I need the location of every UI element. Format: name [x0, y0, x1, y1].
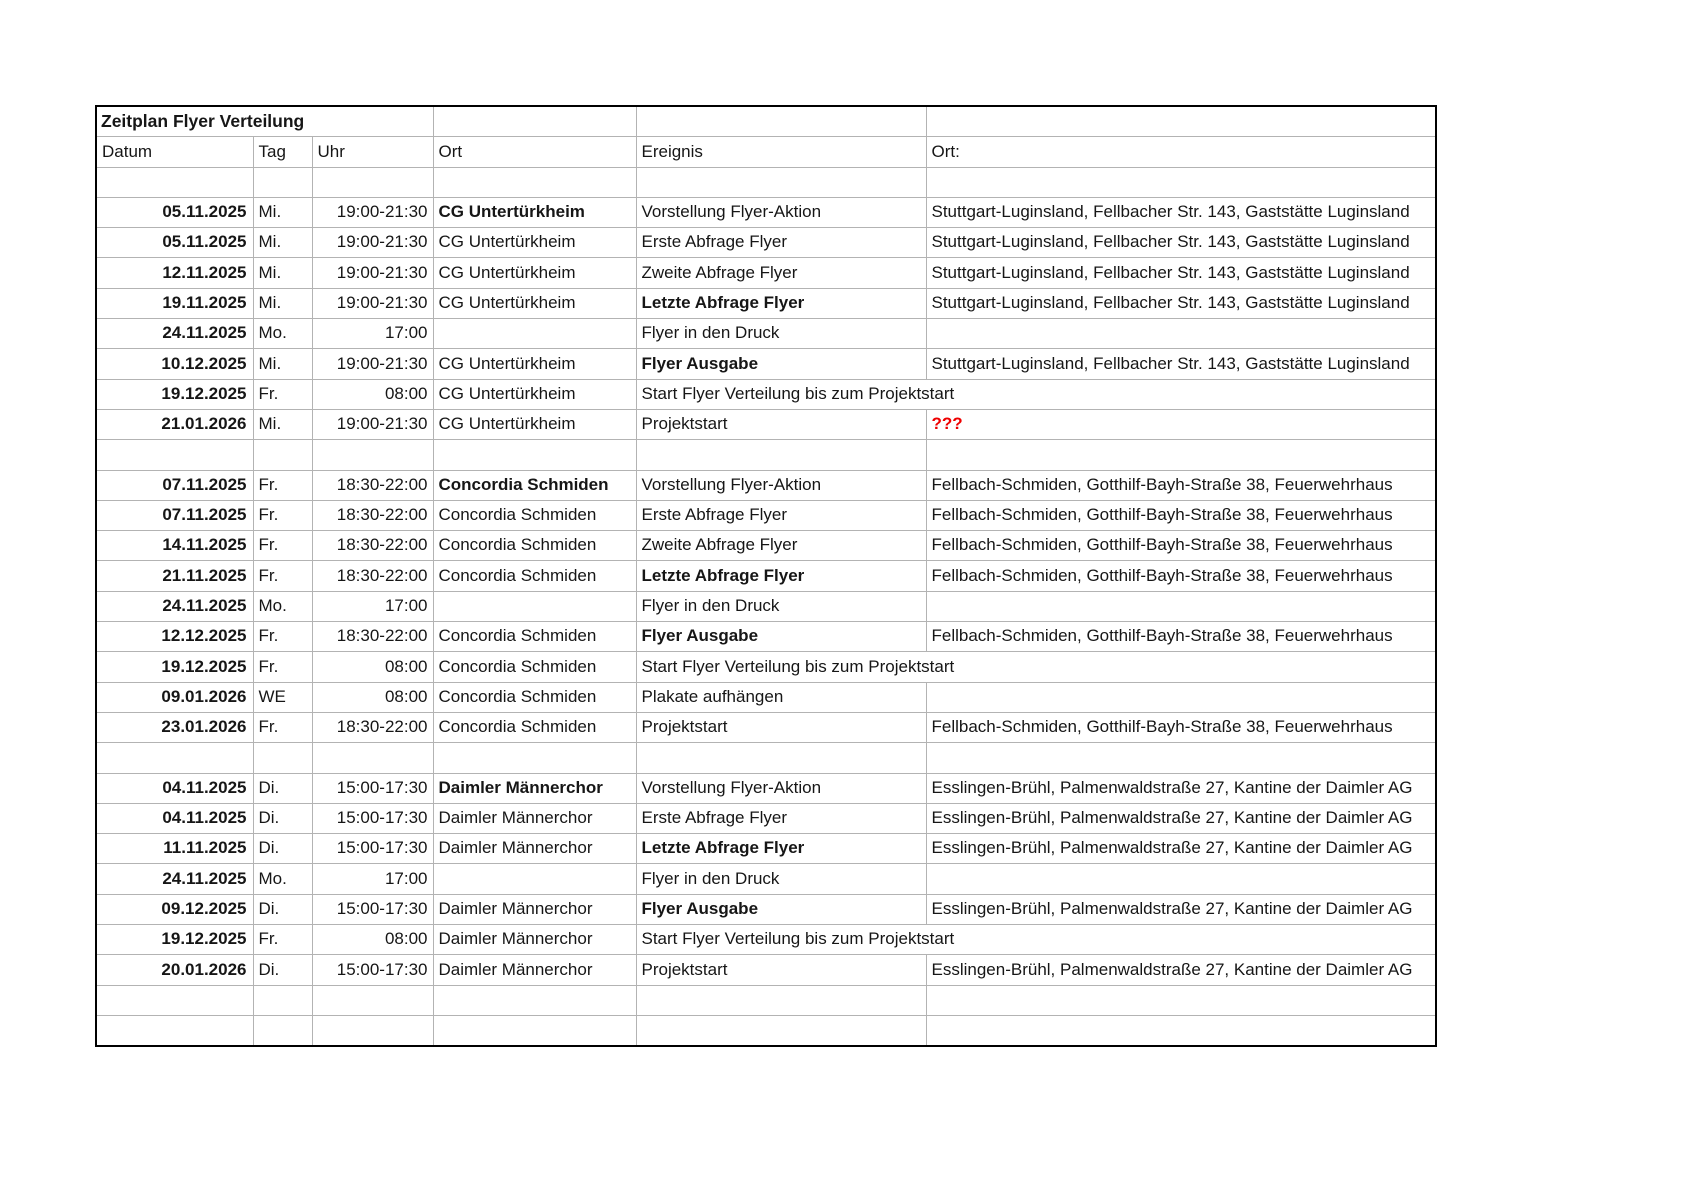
cell-location: ??? [926, 409, 1436, 439]
table-row [96, 561, 1436, 591]
cell-tag: Fr. [253, 379, 312, 409]
table-row [96, 319, 1436, 349]
cell-ereignis: Flyer in den Druck [636, 864, 926, 894]
cell-location: Esslingen-Brühl, Palmenwaldstraße 27, Kantine der Daimler AG [926, 894, 1436, 924]
cell-tag: Di. [253, 803, 312, 833]
cell-datum: 24.11.2025 [96, 591, 253, 621]
cell-uhr: 19:00-21:30 [312, 349, 433, 379]
cell-location: Stuttgart-Luginsland, Fellbacher Str. 143, Gaststätte Luginsland [926, 197, 1436, 227]
empty-cell [96, 440, 253, 470]
spacer-row [96, 1015, 1436, 1046]
title-empty-cell [636, 106, 926, 137]
cell-location: Esslingen-Brühl, Palmenwaldstraße 27, Kantine der Daimler AG [926, 955, 1436, 985]
cell-uhr: 18:30-22:00 [312, 470, 433, 500]
cell-datum: 07.11.2025 [96, 500, 253, 530]
empty-cell [433, 440, 636, 470]
cell-tag: Fr. [253, 622, 312, 652]
cell-ort: Daimler Männerchor [433, 773, 636, 803]
cell-uhr: 18:30-22:00 [312, 712, 433, 742]
cell-uhr: 15:00-17:30 [312, 773, 433, 803]
cell-uhr: 18:30-22:00 [312, 531, 433, 561]
cell-ereignis: Start Flyer Verteilung bis zum Projektstart [636, 925, 1436, 955]
table-row [96, 622, 1436, 652]
cell-uhr: 17:00 [312, 864, 433, 894]
cell-ereignis: Flyer Ausgabe [636, 349, 926, 379]
cell-ort: Concordia Schmiden [433, 682, 636, 712]
cell-datum: 07.11.2025 [96, 470, 253, 500]
empty-cell [312, 1015, 433, 1046]
cell-ereignis: Zweite Abfrage Flyer [636, 531, 926, 561]
cell-ereignis: Vorstellung Flyer-Aktion [636, 197, 926, 227]
cell-ereignis: Projektstart [636, 712, 926, 742]
cell-ereignis: Erste Abfrage Flyer [636, 803, 926, 833]
cell-ort: CG Untertürkheim [433, 379, 636, 409]
cell-location [926, 682, 1436, 712]
empty-cell [253, 743, 312, 773]
cell-uhr: 08:00 [312, 682, 433, 712]
cell-uhr: 08:00 [312, 379, 433, 409]
cell-ereignis: Vorstellung Flyer-Aktion [636, 773, 926, 803]
cell-uhr: 15:00-17:30 [312, 834, 433, 864]
cell-datum: 04.11.2025 [96, 803, 253, 833]
cell-uhr: 18:30-22:00 [312, 622, 433, 652]
cell-datum: 10.12.2025 [96, 349, 253, 379]
cell-ort: CG Untertürkheim [433, 258, 636, 288]
table-row [96, 258, 1436, 288]
cell-ereignis: Vorstellung Flyer-Aktion [636, 470, 926, 500]
cell-location: Esslingen-Brühl, Palmenwaldstraße 27, Kantine der Daimler AG [926, 834, 1436, 864]
table-row [96, 531, 1436, 561]
empty-cell [96, 167, 253, 197]
cell-location [926, 591, 1436, 621]
cell-ereignis: Start Flyer Verteilung bis zum Projektstart [636, 652, 1436, 682]
title-row [96, 106, 1436, 137]
empty-cell [636, 167, 926, 197]
cell-ort: CG Untertürkheim [433, 349, 636, 379]
cell-datum: 14.11.2025 [96, 531, 253, 561]
cell-uhr: 19:00-21:30 [312, 409, 433, 439]
cell-datum: 05.11.2025 [96, 197, 253, 227]
col-header-datum: Datum [96, 137, 253, 167]
col-header-ort: Ort [433, 137, 636, 167]
cell-tag: Mi. [253, 349, 312, 379]
cell-ort: Concordia Schmiden [433, 561, 636, 591]
spacer-row [96, 167, 1436, 197]
cell-uhr: 18:30-22:00 [312, 500, 433, 530]
cell-ort: Daimler Männerchor [433, 894, 636, 924]
cell-ereignis: Projektstart [636, 409, 926, 439]
empty-cell [636, 440, 926, 470]
cell-ort [433, 591, 636, 621]
cell-ort: Daimler Männerchor [433, 955, 636, 985]
table-row [96, 288, 1436, 318]
table-row [96, 409, 1436, 439]
cell-tag: Mo. [253, 864, 312, 894]
cell-datum: 21.11.2025 [96, 561, 253, 591]
table-row [96, 470, 1436, 500]
cell-ereignis: Start Flyer Verteilung bis zum Projektstart [636, 379, 1436, 409]
cell-tag: Di. [253, 773, 312, 803]
cell-datum: 12.11.2025 [96, 258, 253, 288]
cell-tag: Mi. [253, 288, 312, 318]
cell-tag: Di. [253, 834, 312, 864]
cell-datum: 21.01.2026 [96, 409, 253, 439]
cell-location: Stuttgart-Luginsland, Fellbacher Str. 143, Gaststätte Luginsland [926, 258, 1436, 288]
cell-location [926, 864, 1436, 894]
table-row [96, 500, 1436, 530]
cell-location: Stuttgart-Luginsland, Fellbacher Str. 143, Gaststätte Luginsland [926, 349, 1436, 379]
cell-ereignis: Flyer Ausgabe [636, 894, 926, 924]
cell-ort: Daimler Männerchor [433, 834, 636, 864]
cell-uhr: 19:00-21:30 [312, 288, 433, 318]
cell-tag: Mo. [253, 591, 312, 621]
col-header-ereignis: Ereignis [636, 137, 926, 167]
empty-cell [253, 167, 312, 197]
cell-tag: Di. [253, 894, 312, 924]
cell-ort: CG Untertürkheim [433, 409, 636, 439]
table-row [96, 864, 1436, 894]
cell-uhr: 08:00 [312, 925, 433, 955]
cell-datum: 20.01.2026 [96, 955, 253, 985]
empty-cell [636, 1015, 926, 1046]
cell-tag: Mi. [253, 197, 312, 227]
cell-datum: 23.01.2026 [96, 712, 253, 742]
cell-location [926, 319, 1436, 349]
cell-location: Fellbach-Schmiden, Gotthilf-Bayh-Straße 38, Feuerwehrhaus [926, 531, 1436, 561]
cell-ort [433, 319, 636, 349]
cell-datum: 24.11.2025 [96, 319, 253, 349]
empty-cell [253, 440, 312, 470]
cell-uhr: 17:00 [312, 319, 433, 349]
spacer-row [96, 440, 1436, 470]
empty-cell [253, 1015, 312, 1046]
table-row [96, 773, 1436, 803]
empty-cell [312, 167, 433, 197]
cell-tag: Fr. [253, 925, 312, 955]
cell-uhr: 17:00 [312, 591, 433, 621]
cell-ereignis: Flyer Ausgabe [636, 622, 926, 652]
cell-location: Fellbach-Schmiden, Gotthilf-Bayh-Straße 38, Feuerwehrhaus [926, 622, 1436, 652]
cell-ort: Concordia Schmiden [433, 470, 636, 500]
cell-location: Fellbach-Schmiden, Gotthilf-Bayh-Straße 38, Feuerwehrhaus [926, 500, 1436, 530]
header-row [96, 137, 1436, 167]
cell-ort: Concordia Schmiden [433, 531, 636, 561]
table-row [96, 652, 1436, 682]
cell-datum: 11.11.2025 [96, 834, 253, 864]
cell-tag: WE [253, 682, 312, 712]
empty-cell [926, 167, 1436, 197]
cell-datum: 09.12.2025 [96, 894, 253, 924]
cell-uhr: 18:30-22:00 [312, 561, 433, 591]
cell-uhr: 15:00-17:30 [312, 894, 433, 924]
table-row [96, 803, 1436, 833]
cell-ort: Concordia Schmiden [433, 500, 636, 530]
cell-ort: CG Untertürkheim [433, 288, 636, 318]
empty-cell [926, 985, 1436, 1015]
cell-uhr: 19:00-21:30 [312, 197, 433, 227]
spacer-row [96, 743, 1436, 773]
cell-tag: Fr. [253, 652, 312, 682]
cell-location: Stuttgart-Luginsland, Fellbacher Str. 143, Gaststätte Luginsland [926, 288, 1436, 318]
cell-tag: Fr. [253, 500, 312, 530]
cell-datum: 05.11.2025 [96, 228, 253, 258]
cell-location: Fellbach-Schmiden, Gotthilf-Bayh-Straße 38, Feuerwehrhaus [926, 712, 1436, 742]
cell-ereignis: Zweite Abfrage Flyer [636, 258, 926, 288]
cell-tag: Mi. [253, 409, 312, 439]
cell-ort: CG Untertürkheim [433, 228, 636, 258]
empty-cell [433, 1015, 636, 1046]
table-row [96, 834, 1436, 864]
cell-ereignis: Erste Abfrage Flyer [636, 500, 926, 530]
cell-ort: Daimler Männerchor [433, 925, 636, 955]
table-row [96, 591, 1436, 621]
empty-cell [253, 985, 312, 1015]
table-row [96, 379, 1436, 409]
empty-cell [312, 743, 433, 773]
cell-datum: 19.12.2025 [96, 652, 253, 682]
cell-ort: Concordia Schmiden [433, 712, 636, 742]
cell-ereignis: Erste Abfrage Flyer [636, 228, 926, 258]
cell-ereignis: Plakate aufhängen [636, 682, 926, 712]
cell-datum: 12.12.2025 [96, 622, 253, 652]
empty-cell [433, 167, 636, 197]
empty-cell [926, 440, 1436, 470]
cell-tag: Mi. [253, 228, 312, 258]
cell-datum: 19.12.2025 [96, 379, 253, 409]
cell-ort: Daimler Männerchor [433, 803, 636, 833]
sheet-title: Zeitplan Flyer Verteilung [96, 106, 433, 137]
cell-tag: Di. [253, 955, 312, 985]
title-empty-cell [433, 106, 636, 137]
table-row [96, 894, 1436, 924]
empty-cell [96, 1015, 253, 1046]
table-row [96, 955, 1436, 985]
empty-cell [312, 440, 433, 470]
cell-ereignis: Letzte Abfrage Flyer [636, 561, 926, 591]
cell-ereignis: Letzte Abfrage Flyer [636, 288, 926, 318]
cell-ort: Concordia Schmiden [433, 622, 636, 652]
empty-cell [926, 743, 1436, 773]
table-row [96, 712, 1436, 742]
spacer-row [96, 985, 1436, 1015]
cell-uhr: 19:00-21:30 [312, 258, 433, 288]
cell-tag: Mi. [253, 258, 312, 288]
empty-cell [96, 985, 253, 1015]
empty-cell [312, 985, 433, 1015]
table-row [96, 682, 1436, 712]
cell-uhr: 15:00-17:30 [312, 955, 433, 985]
cell-tag: Fr. [253, 712, 312, 742]
cell-ereignis: Flyer in den Druck [636, 591, 926, 621]
empty-cell [433, 985, 636, 1015]
spreadsheet-sheet [95, 105, 1437, 1047]
cell-datum: 09.01.2026 [96, 682, 253, 712]
cell-ort: CG Untertürkheim [433, 197, 636, 227]
cell-ereignis: Letzte Abfrage Flyer [636, 834, 926, 864]
empty-cell [636, 985, 926, 1015]
cell-location: Stuttgart-Luginsland, Fellbacher Str. 143, Gaststätte Luginsland [926, 228, 1436, 258]
cell-tag: Fr. [253, 561, 312, 591]
cell-datum: 19.11.2025 [96, 288, 253, 318]
table-row [96, 349, 1436, 379]
empty-cell [433, 743, 636, 773]
zeitplan-table [95, 105, 1437, 1047]
cell-tag: Mo. [253, 319, 312, 349]
col-header-uhr: Uhr [312, 137, 433, 167]
table-row [96, 228, 1436, 258]
cell-location: Fellbach-Schmiden, Gotthilf-Bayh-Straße 38, Feuerwehrhaus [926, 470, 1436, 500]
cell-location: Esslingen-Brühl, Palmenwaldstraße 27, Kantine der Daimler AG [926, 803, 1436, 833]
cell-ort [433, 864, 636, 894]
cell-tag: Fr. [253, 470, 312, 500]
empty-cell [636, 743, 926, 773]
cell-uhr: 08:00 [312, 652, 433, 682]
cell-datum: 24.11.2025 [96, 864, 253, 894]
cell-ereignis: Flyer in den Druck [636, 319, 926, 349]
col-header-tag: Tag [253, 137, 312, 167]
cell-ereignis: Projektstart [636, 955, 926, 985]
empty-cell [926, 1015, 1436, 1046]
cell-datum: 04.11.2025 [96, 773, 253, 803]
table-row [96, 925, 1436, 955]
cell-tag: Fr. [253, 531, 312, 561]
title-empty-cell [926, 106, 1436, 137]
cell-uhr: 19:00-21:30 [312, 228, 433, 258]
table-row [96, 197, 1436, 227]
cell-location: Fellbach-Schmiden, Gotthilf-Bayh-Straße 38, Feuerwehrhaus [926, 561, 1436, 591]
cell-ort: Concordia Schmiden [433, 652, 636, 682]
empty-cell [96, 743, 253, 773]
cell-datum: 19.12.2025 [96, 925, 253, 955]
cell-location: Esslingen-Brühl, Palmenwaldstraße 27, Kantine der Daimler AG [926, 773, 1436, 803]
col-header-location: Ort: [926, 137, 1436, 167]
cell-uhr: 15:00-17:30 [312, 803, 433, 833]
